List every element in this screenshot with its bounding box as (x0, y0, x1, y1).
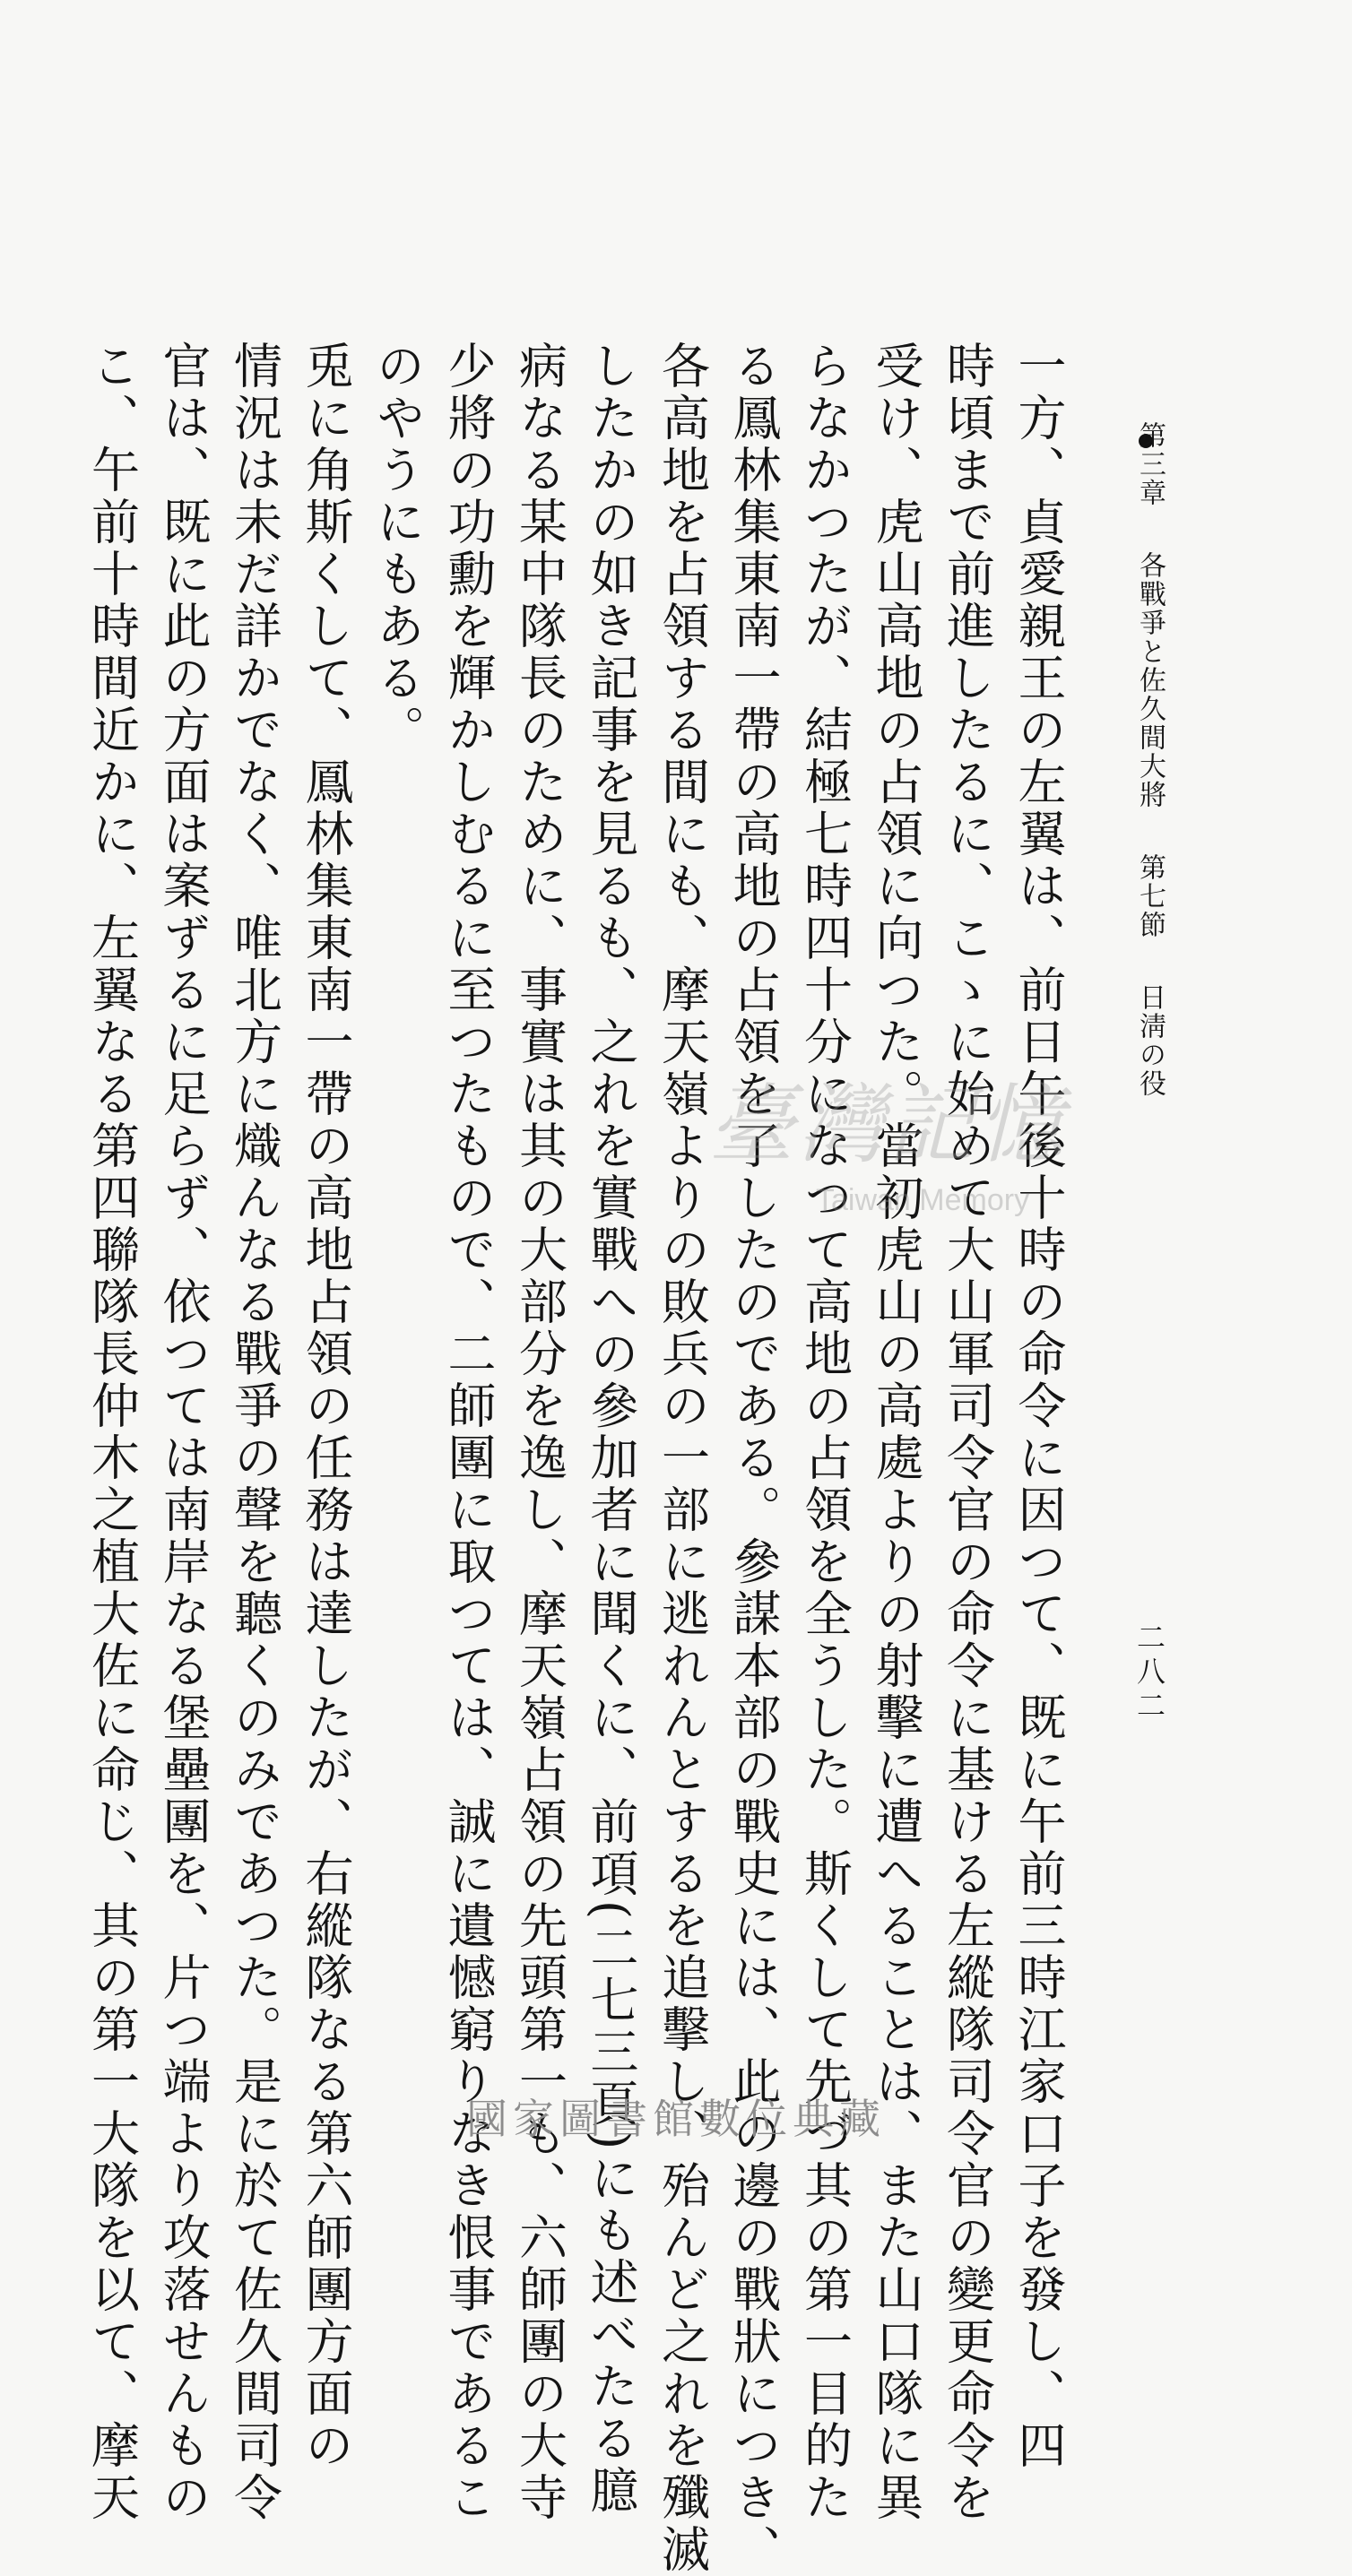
text-line: 時頃まで前進したるに、こゝに始めて大山軍司令官の命令に基ける左縱隊司令官の變更命令を (939, 341, 996, 2524)
text-line: 受け、虎山高地の占領に向つた。當初虎山の高處よりの射擊に遭へることは、また山口隊に異 (868, 341, 924, 2524)
section-title: 日淸の役 (1134, 983, 1166, 1099)
text-line: こ、午前十時間近かに、左翼なる第四聯隊長仲木之植大佐に命じ、其の第一大隊を以て、摩天 (83, 341, 141, 2524)
running-header (1131, 421, 1167, 1098)
text-line: 官は、既に此の方面は案ずるに足らず、依つては南岸なる堡壘團を、片つ端より攻落せんもの (155, 341, 212, 2524)
chapter-label: 第三章 (1134, 421, 1166, 507)
text-line: らなかつたが、結極七時四十分になつて高地の占領を全うした。斯くして先づ其の第一目的た (796, 341, 854, 2524)
text-line: のやうにもある。 (368, 341, 426, 756)
text-line: 一方、貞愛親王の左翼は、前日午後十時の命令に因つて、既に午前三時江家口子を發し、四 (1010, 341, 1067, 2472)
watermark-logo-subtext: Taiwan Memory (816, 1183, 1030, 1217)
text-line: 兎に角斯くして、鳳林集東南一帶の高地占領の任務は達したが、右縱隊なる第六師團方面の (298, 341, 354, 2472)
text-line: したかの如き記事を見るも、之れを實戰への參加者に聞くに、前項(二七三頁)にも述べたる臆 (583, 341, 639, 2518)
watermark-logo-text: 臺灣記憶 (708, 1075, 1067, 1175)
text-line: る鳳林集東南一帶の高地の占領を了したのである。參謀本部の戰史には、此の邊の戰狀につき、 (725, 341, 782, 2576)
text-line: 少將の功勳を輝かしむるに至つたもので、二師團に取つては、誠に遺憾窮りなき恨事であるこ (440, 341, 497, 2524)
section-label: 第七節 (1134, 853, 1166, 940)
footer-credit: 國家圖書館數位典藏 (466, 2095, 886, 2143)
page-number: 二八二 (1132, 1622, 1166, 1725)
text-line: 病なる某中隊長のために、事實は其の大部分を逸し、摩天嶺占領の先頭第一も、六師團の大寺 (511, 341, 568, 2524)
chapter-title: 各戰爭と佐久間大將 (1134, 551, 1166, 810)
text-line: 情況は未だ詳かでなく、唯北方に熾んなる戰爭の聲を聽くのみであつた。是に於て佐久間司令 (226, 341, 283, 2524)
text-line: 各高地を占領する間にも、摩天嶺よりの敗兵の一部に逃れんとするを追擊し、殆んど之れを殲滅 (654, 341, 711, 2576)
